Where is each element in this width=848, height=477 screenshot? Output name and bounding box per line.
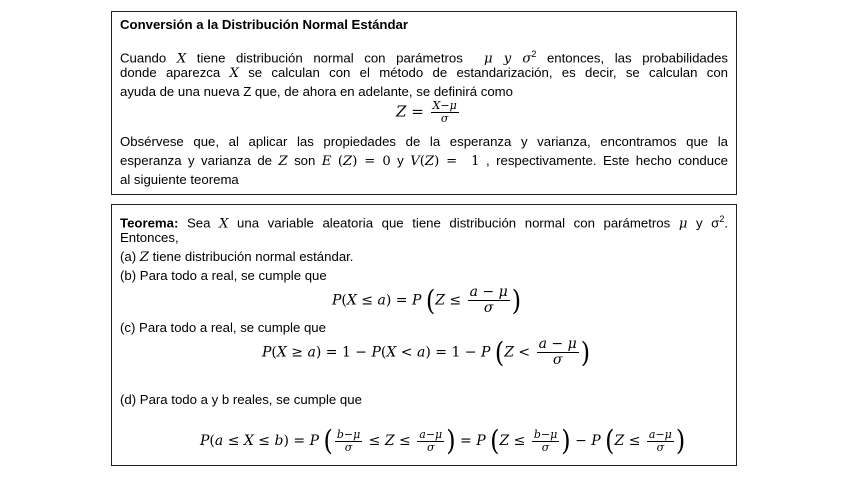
conversion-title: Conversión a la Distribución Normal Estándar	[120, 17, 408, 32]
item-c: (c) Para todo a real, se cumple que	[120, 320, 326, 335]
item-a: (a) Z tiene distribución normal estándar.	[120, 249, 354, 265]
p2-line2: esperanza y varianza de Z son E (Z) = 0 y V(Z) = 1 , respectivamente. Este hecho conduce	[120, 153, 729, 169]
p1-line1: Cuando X tiene distribución normal con parámetros μ y $\sigma^2$ entonces, las probabilidades	[120, 49, 728, 67]
conversion-box	[111, 11, 737, 195]
theorem-line2: Entonces,	[120, 230, 179, 245]
item-b: (b) Para todo a real, se cumple que	[120, 268, 327, 283]
equation-b: P(X ≤ a) = P (Z ≤ $\frac{a - \mu}{\sigma}$ )	[332, 284, 522, 317]
equation-c: P(X ≥ a) = 1 − P(X < a) = 1 − P (Z < $\frac{a - \mu}{\sigma}$ )	[262, 336, 591, 369]
item-d: (d) Para todo a y b reales, se cumple que	[120, 392, 362, 407]
z-definition-equation: Z = $\frac{X-\mu}{\sigma}$	[396, 99, 457, 125]
theorem-box	[111, 204, 737, 466]
p2-line1: Obsérvese que, al aplicar las propiedades de la esperanza y varianza, encontramos que la	[120, 134, 728, 149]
equation-d: P(a ≤ X ≤ b) = P ( $\frac{b-\mu}{\sigma}$ ≤ Z ≤ $\frac{a-\mu}{\sigma}$ ) = P (Z ≤ $\frac{b-\mu}{\sigma}$ ) − P (Z ≤ $\frac{a-\mu}{\sigma}$ )	[200, 424, 686, 458]
p1-line2: donde aparezca X se calculan con el método de estandarización, es decir, se calculan con	[120, 65, 728, 81]
theorem-line1: Teorema: Sea X una variable aleatoria que tiene distribución normal con parámetros μ y $\sigma^2$.	[120, 214, 729, 232]
p2-line3: al siguiente teorema	[120, 172, 239, 187]
p1-line3: ayuda de una nueva Z que, de ahora en adelante, se definirá como	[120, 84, 513, 99]
